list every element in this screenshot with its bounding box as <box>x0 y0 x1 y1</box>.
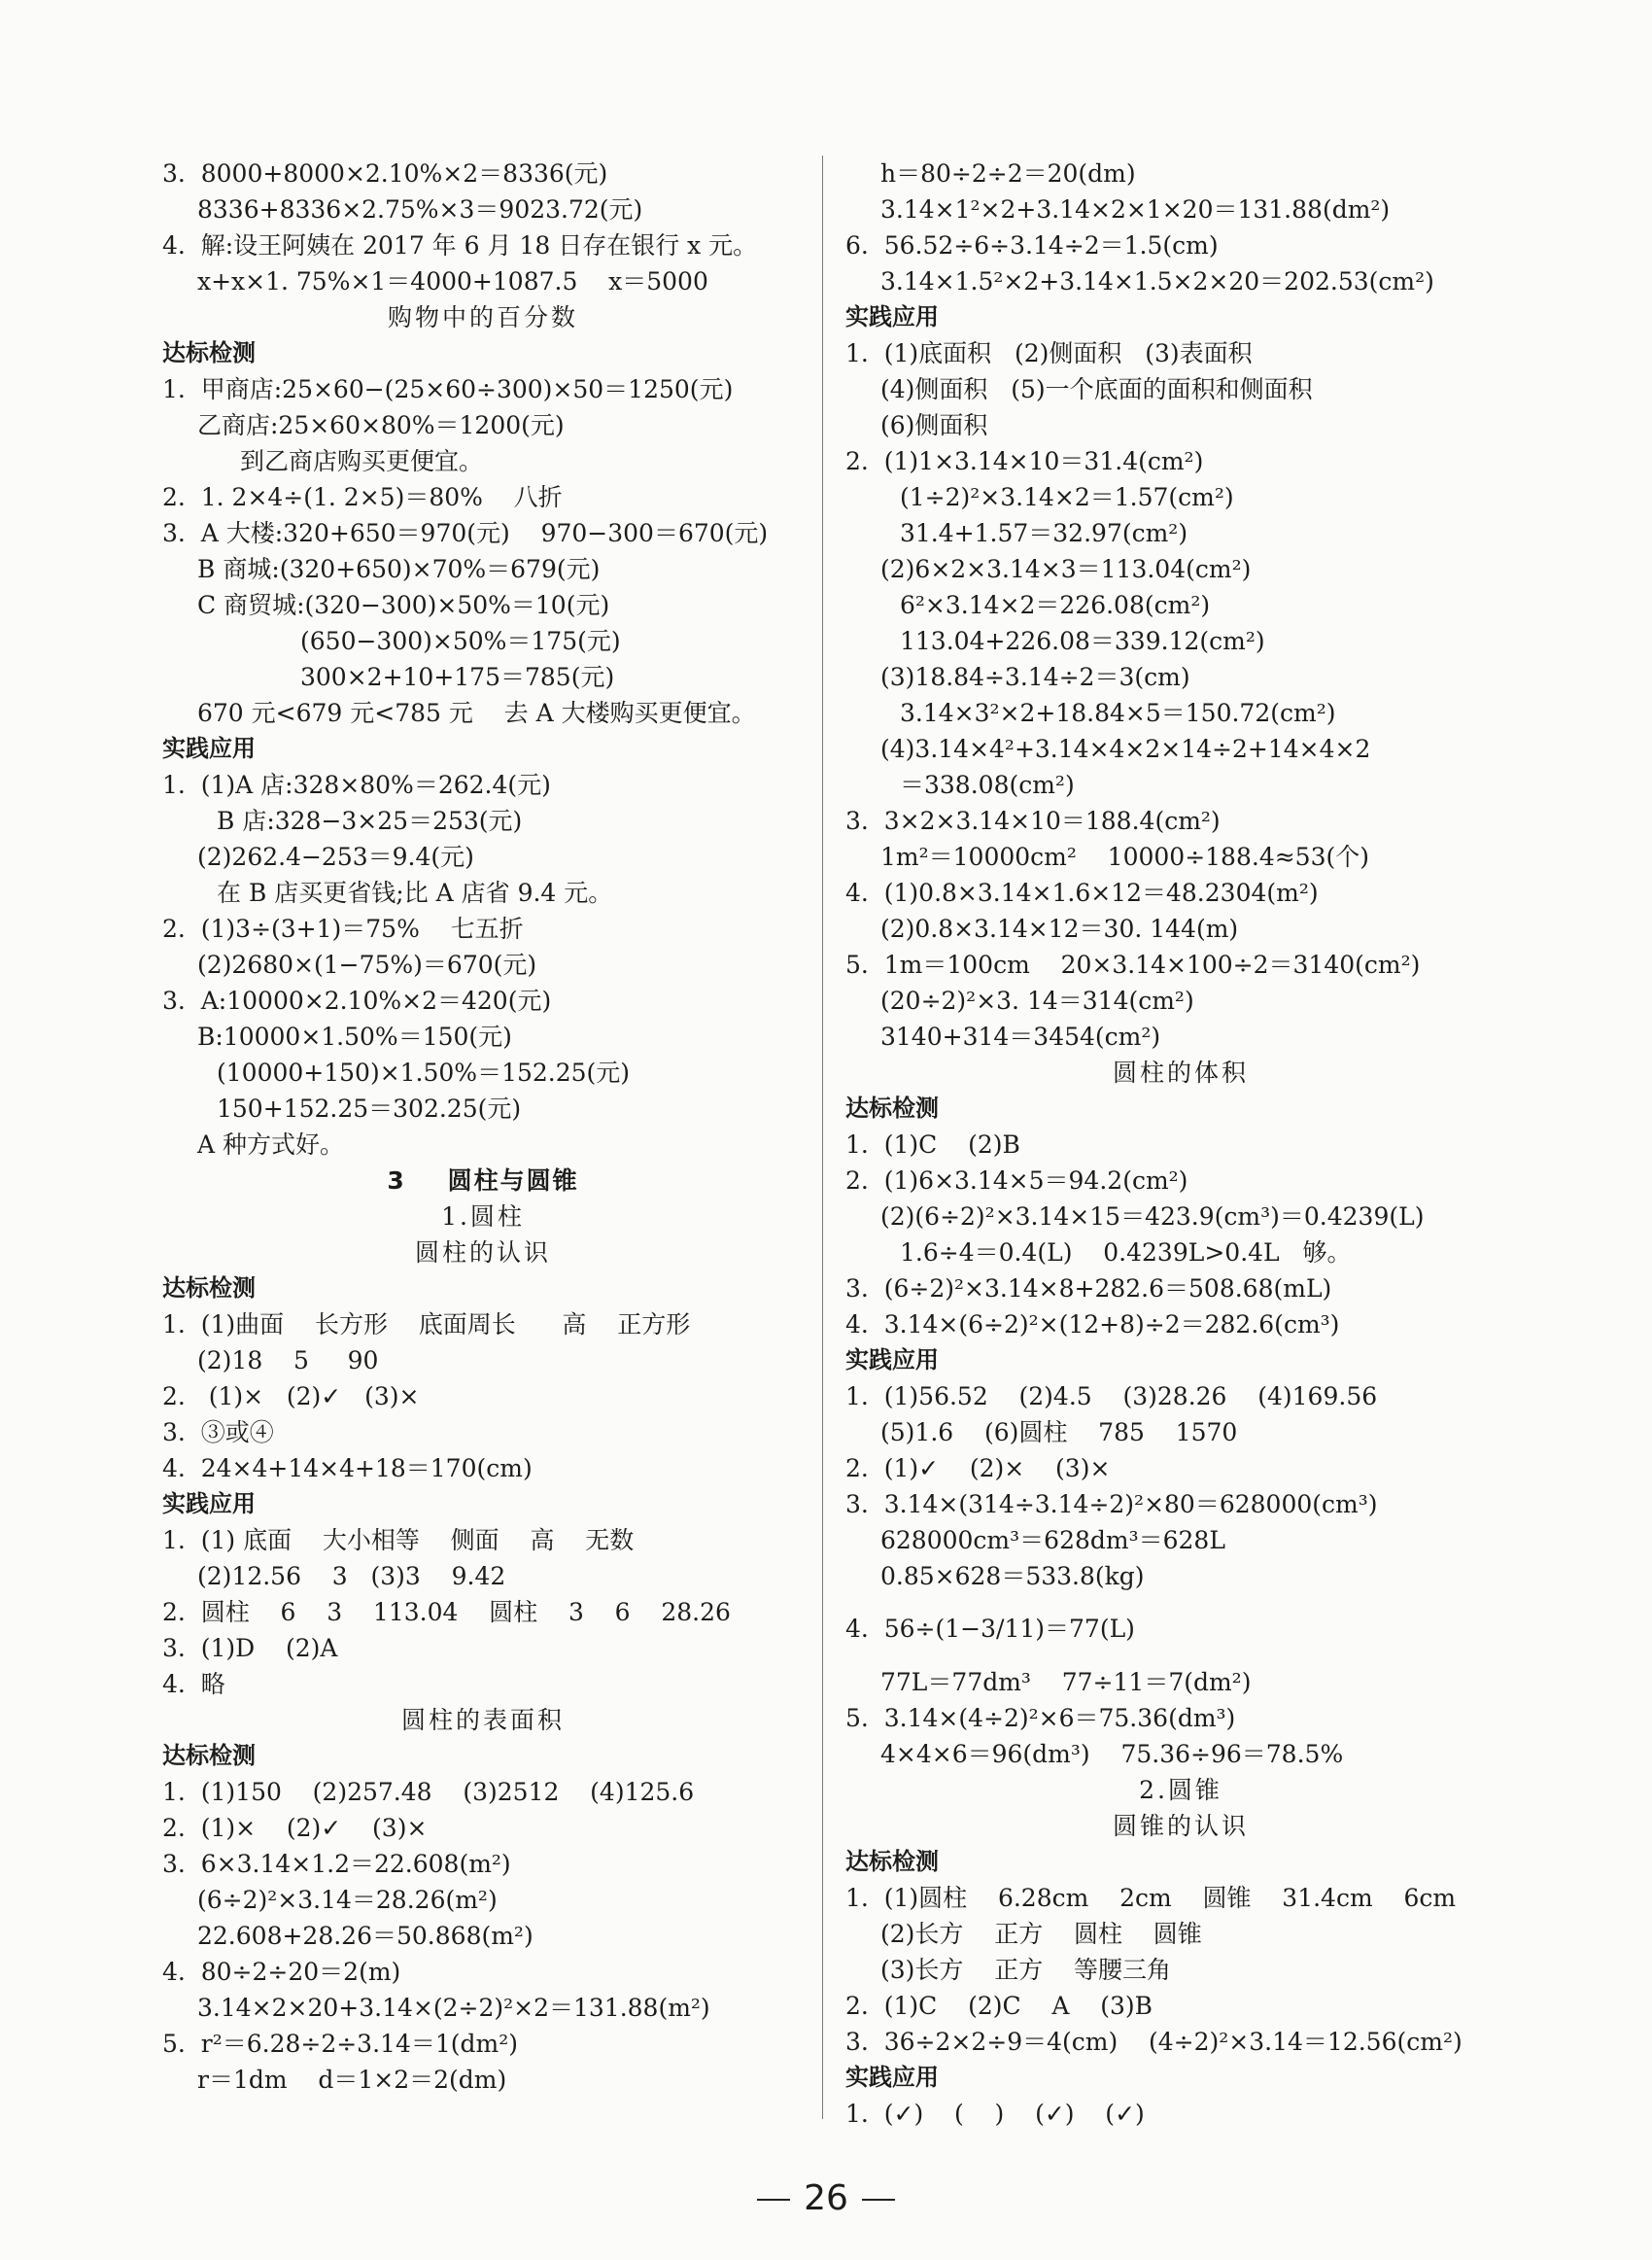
answer-line: B:10000×1.50%＝150(元) <box>197 1023 512 1051</box>
answer-line: 150+152.25＝302.25(元) <box>217 1095 522 1123</box>
answer-line: 2. 1. 2×4÷(1. 2×5)＝80% 八折 <box>162 483 563 511</box>
page-number: 26 <box>804 2178 848 2218</box>
answer-line: 1. (1)底面积 (2)侧面积 (3)表面积 <box>845 339 1253 367</box>
answer-line: B 店:328−3×25＝253(元) <box>217 807 523 835</box>
section-heading: 达标检测 <box>162 339 256 366</box>
section-heading: 实践应用 <box>162 735 256 762</box>
answer-line: (2)2680×(1−75%)＝670(元) <box>197 951 537 979</box>
answer-line: 3. (1)D (2)A <box>162 1634 338 1662</box>
section-heading: 达标检测 <box>162 1274 256 1302</box>
answer-line: 22.608+28.26＝50.868(m²) <box>197 1922 533 1950</box>
answer-line: 1.6÷4＝0.4(L) 0.4239L>0.4L 够。 <box>900 1238 1352 1267</box>
answer-line: 8336+8336×2.75%×3＝9023.72(元) <box>197 195 643 224</box>
answer-line: (2)262.4−253＝9.4(元) <box>197 843 474 871</box>
answer-line: 在 B 店买更省钱;比 A 店省 9.4 元。 <box>217 879 613 907</box>
answer-line: 628000cm³＝628dm³＝628L <box>880 1526 1225 1554</box>
answer-line: 1. (1) 底面 大小相等 侧面 高 无数 <box>162 1526 635 1554</box>
answer-line: 2. (1)× (2)✓ (3)× <box>162 1382 420 1410</box>
answer-line: 5. 3.14×(4÷2)²×6＝75.36(dm³) <box>845 1704 1236 1732</box>
answer-line: (2)0.8×3.14×12＝30. 144(m) <box>880 915 1239 943</box>
answer-line: 6²×3.14×2＝226.08(cm²) <box>900 591 1211 619</box>
answer-line: 1. (✓) ( ) (✓) (✓) <box>845 2100 1145 2128</box>
answer-line: h＝80÷2÷2＝20(dm) <box>880 159 1136 188</box>
answer-line: 4. 解:设王阿姨在 2017 年 6 月 18 日存在银行 x 元。 <box>162 231 758 260</box>
answer-line: (2)6×2×3.14×3＝113.04(cm²) <box>880 555 1252 583</box>
subsection-title: 1.圆柱 <box>441 1202 525 1231</box>
answer-line: (650−300)×50%＝175(元) <box>300 627 621 655</box>
answer-line: 4. 56÷(1−3/11)＝77(L) <box>845 1615 1135 1643</box>
answer-line: (10000+150)×1.50%＝152.25(元) <box>217 1059 631 1087</box>
page-number-footer <box>0 2177 1652 2220</box>
answer-line: 3. 8000+8000×2.10%×2＝8336(元) <box>162 159 608 188</box>
answer-line: 4. 3.14×(6÷2)²×(12+8)÷2＝282.6(cm³) <box>845 1310 1340 1339</box>
section-heading: 实践应用 <box>845 1346 939 1373</box>
answer-line: 31.4+1.57＝32.97(cm²) <box>900 519 1188 547</box>
section-heading: 达标检测 <box>162 1742 256 1769</box>
answer-line: 2. (1)✓ (2)× (3)× <box>845 1454 1111 1482</box>
subsection-title: 圆锥的认识 <box>1112 1812 1249 1840</box>
answer-line: 0.85×628＝533.8(kg) <box>880 1562 1145 1590</box>
answer-line: 1. (1)150 (2)257.48 (3)2512 (4)125.6 <box>162 1778 695 1806</box>
answer-line: (2)18 5 90 <box>197 1346 379 1374</box>
answer-line: 3. A 大楼:320+650＝970(元) 970−300＝670(元) <box>162 519 769 547</box>
section-heading: 达标检测 <box>845 1848 939 1875</box>
answer-line: (6÷2)²×3.14＝28.26(m²) <box>197 1886 498 1914</box>
answer-line: C 商贸城:(320−300)×50%＝10(元) <box>197 591 610 619</box>
dash-right <box>862 2199 895 2201</box>
answer-line: (2)12.56 3 (3)3 9.42 <box>197 1562 506 1590</box>
answer-line: 3. A:10000×2.10%×2＝420(元) <box>162 987 552 1015</box>
answer-line: 1m²＝10000cm² 10000÷188.4≈53(个) <box>880 843 1369 871</box>
answer-line: 3.14×3²×2+18.84×5＝150.72(cm²) <box>900 699 1336 727</box>
answer-line: 1. 甲商店:25×60−(25×60÷300)×50＝1250(元) <box>162 375 734 403</box>
answer-line: (2)(6÷2)²×3.14×15＝423.9(cm³)＝0.4239(L) <box>880 1202 1425 1231</box>
section-heading: 达标检测 <box>845 1095 939 1122</box>
answer-line: 4×4×6＝96(dm³) 75.36÷96＝78.5% <box>880 1740 1344 1768</box>
answer-line: (20÷2)²×3. 14＝314(cm²) <box>880 987 1194 1015</box>
answer-line: 3.14×2×20+3.14×(2÷2)²×2＝131.88(m²) <box>197 1994 710 2022</box>
answer-line: ＝338.08(cm²) <box>900 771 1075 799</box>
answer-line: (2)长方 正方 圆柱 圆锥 <box>880 1920 1202 1948</box>
answer-line: 1. (1)圆柱 6.28cm 2cm 圆锥 31.4cm 6cm <box>845 1884 1457 1912</box>
section-heading: 3 圆柱与圆锥 <box>387 1166 579 1195</box>
answer-line: 3.14×1.5²×2+3.14×1.5×2×20＝202.53(cm²) <box>880 267 1434 296</box>
answer-line: 3. ③或④ <box>162 1418 274 1446</box>
subsection-title: 圆柱的体积 <box>1112 1059 1249 1087</box>
answer-line: 2. (1)1×3.14×10＝31.4(cm²) <box>845 447 1204 475</box>
answer-line: x+x×1. 75%×1＝4000+1087.5 x＝5000 <box>197 267 708 296</box>
right-column <box>845 156 1516 2132</box>
answer-line: 1. (1)A 店:328×80%＝262.4(元) <box>162 771 551 799</box>
answer-line: 1. (1)C (2)B <box>845 1130 1020 1159</box>
answer-line: 6. 56.52÷6÷3.14÷2＝1.5(cm) <box>845 231 1219 260</box>
answer-line: 3. (6÷2)²×3.14×8+282.6＝508.68(mL) <box>845 1274 1332 1303</box>
subsection-title: 圆柱的表面积 <box>400 1706 565 1734</box>
column-divider <box>822 156 823 2119</box>
answer-line: 3. 3.14×(314÷3.14÷2)²×80＝628000(cm³) <box>845 1490 1378 1518</box>
answer-line: 113.04+226.08＝339.12(cm²) <box>900 627 1265 655</box>
dash-left <box>757 2199 790 2201</box>
answer-line: 1. (1)56.52 (2)4.5 (3)28.26 (4)169.56 <box>845 1382 1378 1410</box>
answer-line: 670 元<679 元<785 元 去 A 大楼购买更便宜。 <box>197 699 756 727</box>
answer-line: 3.14×1²×2+3.14×2×1×20＝131.88(dm²) <box>880 195 1391 224</box>
answer-line: 300×2+10+175＝785(元) <box>300 663 615 691</box>
answer-line: 2. (1)3÷(3+1)＝75% 七五折 <box>162 915 524 943</box>
section-heading: 实践应用 <box>845 2064 939 2091</box>
answer-line: 5. 1m＝100cm 20×3.14×100÷2＝3140(cm²) <box>845 951 1421 979</box>
answer-line: A 种方式好。 <box>197 1130 345 1159</box>
answer-line: (5)1.6 (6)圆柱 785 1570 <box>880 1418 1238 1446</box>
section-heading: 实践应用 <box>845 303 939 330</box>
answer-line: 3. 6×3.14×1.2＝22.608(m²) <box>162 1850 511 1878</box>
answer-line: 2. (1)6×3.14×5＝94.2(cm²) <box>845 1166 1188 1195</box>
subsection-title: 圆柱的认识 <box>414 1238 551 1267</box>
subsection-title: 2.圆锥 <box>1139 1776 1222 1804</box>
answer-line: 2. (1)× (2)✓ (3)× <box>162 1814 428 1842</box>
answer-line: 3. 3×2×3.14×10＝188.4(cm²) <box>845 807 1221 835</box>
answer-line: (4)3.14×4²+3.14×4×2×14÷2+14×4×2 <box>880 735 1371 763</box>
answer-line: 3. 36÷2×2÷9＝4(cm) (4÷2)²×3.14＝12.56(cm²) <box>845 2028 1463 2056</box>
answer-line: 4. (1)0.8×3.14×1.6×12＝48.2304(m²) <box>845 879 1319 907</box>
answer-line: 4. 24×4+14×4+18＝170(cm) <box>162 1454 533 1482</box>
answer-line: B 商城:(320+650)×70%＝679(元) <box>197 555 601 583</box>
left-column <box>162 156 804 2098</box>
answer-line: (3)长方 正方 等腰三角 <box>880 1956 1171 1984</box>
section-heading: 实践应用 <box>162 1490 256 1517</box>
answer-line: 3140+314＝3454(cm²) <box>880 1023 1161 1051</box>
answer-line: r＝1dm d＝1×2＝2(dm) <box>197 2066 507 2094</box>
answer-line: 77L＝77dm³ 77÷11＝7(dm²) <box>880 1668 1252 1696</box>
answer-line: (3)18.84÷3.14÷2＝3(cm) <box>880 663 1190 691</box>
subsection-title: 购物中的百分数 <box>387 303 578 331</box>
answer-line: 4. 80÷2÷20＝2(m) <box>162 1958 401 1986</box>
answer-line: 5. r²＝6.28÷2÷3.14＝1(dm²) <box>162 2030 518 2058</box>
answer-line: 到乙商店购买更便宜。 <box>240 447 484 475</box>
answer-line: 2. 圆柱 6 3 113.04 圆柱 3 6 28.26 <box>162 1598 731 1626</box>
answer-line: (6)侧面积 <box>880 411 988 439</box>
answer-line: 乙商店:25×60×80%＝1200(元) <box>197 411 565 439</box>
answer-line: 2. (1)C (2)C A (3)B <box>845 1992 1153 2020</box>
answer-line: (1÷2)²×3.14×2＝1.57(cm²) <box>900 483 1234 511</box>
answer-line: 1. (1)曲面 长方形 底面周长 高 正方形 <box>162 1310 691 1339</box>
answer-line: 4. 略 <box>162 1670 225 1698</box>
answer-line: (4)侧面积 (5)一个底面的面积和侧面积 <box>880 375 1313 403</box>
